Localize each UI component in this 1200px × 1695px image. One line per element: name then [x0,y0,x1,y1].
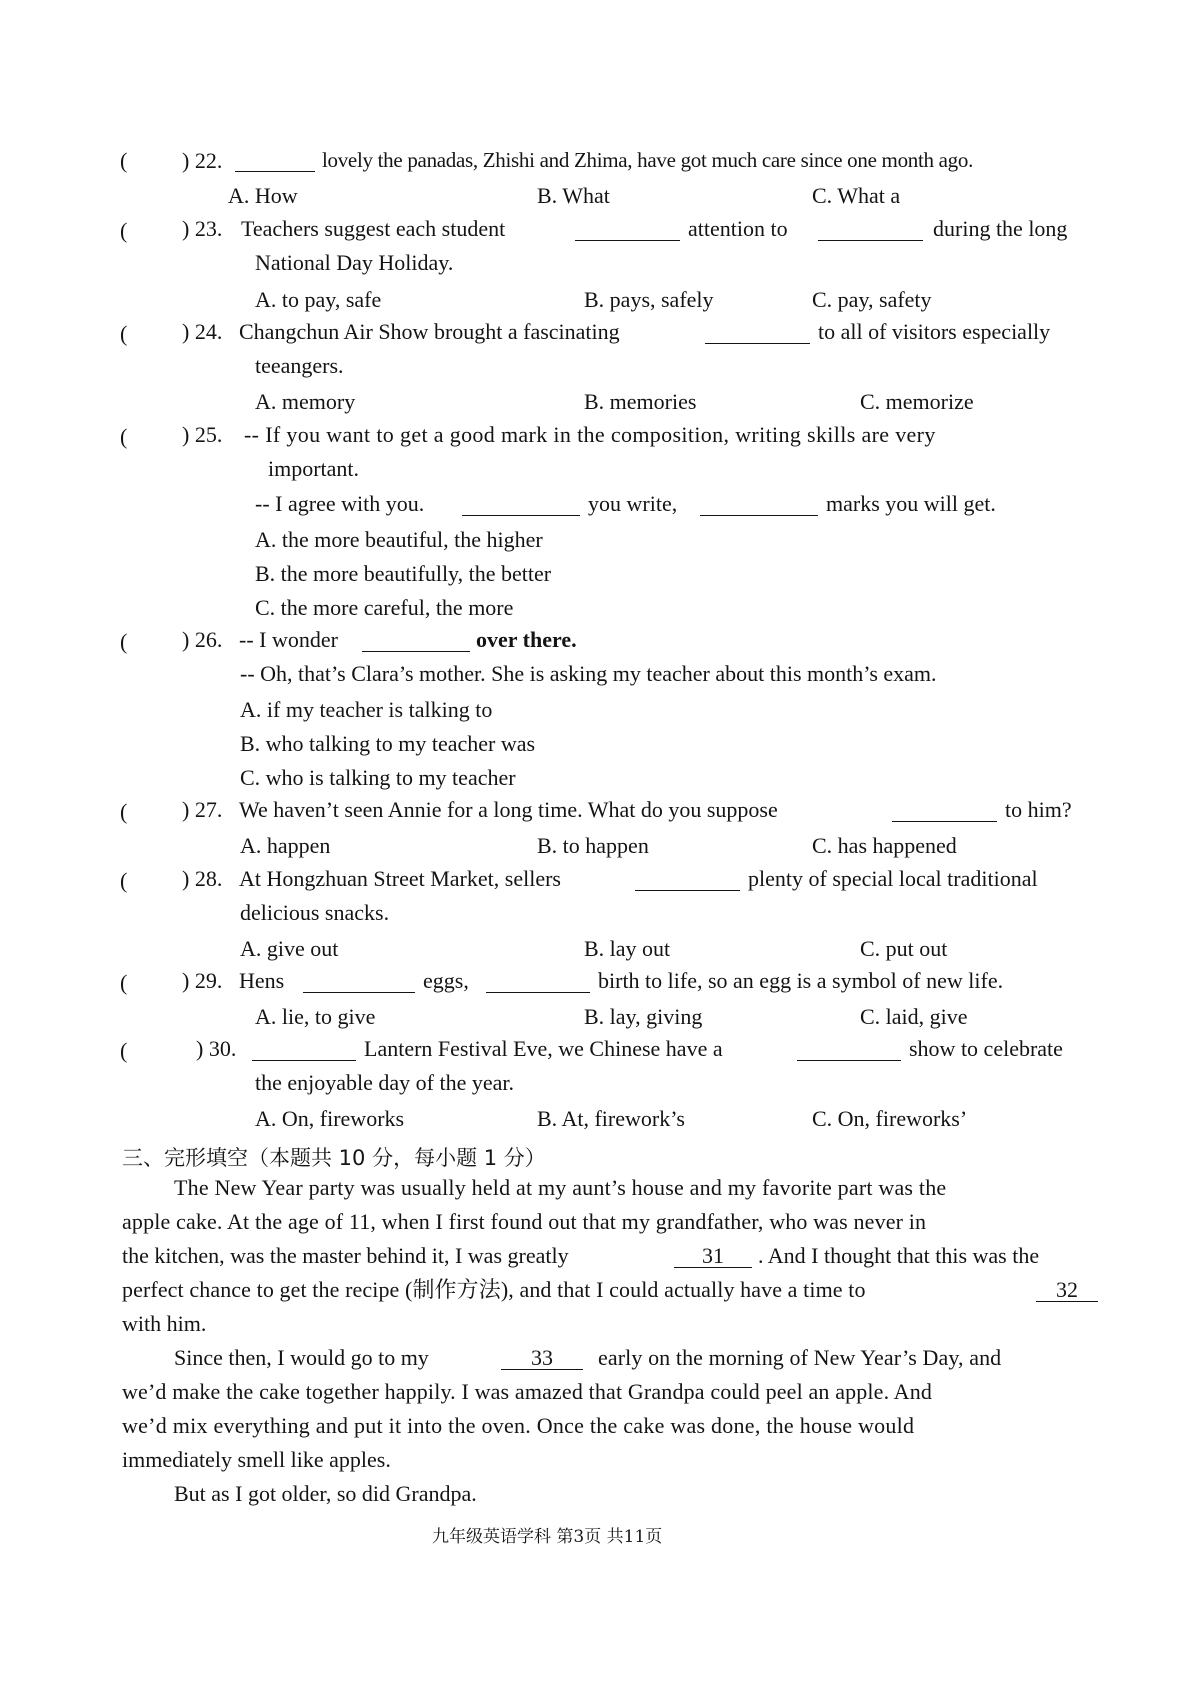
answer-paren-open: ( [120,970,128,995]
passage-line: early on the morning of New Year’s Day, and [598,1345,1002,1370]
option-a: A. if my teacher is talking to [240,697,493,722]
question-stem: to all of visitors especially [818,319,1051,344]
question-number: ) 30. [196,1036,237,1061]
question-stem: -- I wonder [239,627,338,652]
passage-line: . And I thought that this was the [758,1243,1040,1268]
question-stem: lovely the panadas, Zhishi and Zhima, have got much care since one month ago. [322,148,974,172]
option-b: B. pays, safely [584,287,714,312]
question-stem: birth to life, so an egg is a symbol of new life. [598,968,1004,993]
option-b: B. memories [584,389,697,414]
passage-line: The New Year party was usually held at my aunt’s house and my favorite part was the [174,1175,947,1200]
option-a: A. On, fireworks [255,1106,405,1131]
question-stem: -- If you want to get a good mark in the composition, writing skills are very [244,422,936,447]
option-c: C. On, fireworks’ [812,1106,968,1131]
answer-blank [303,991,415,993]
question-stem: Lantern Festival Eve, we Chinese have a [364,1036,723,1061]
option-b: B. the more beautifully, the better [255,561,552,586]
question-stem: during the long [933,216,1068,241]
question-stem: plenty of special local traditional [748,866,1038,891]
answer-paren-open: ( [120,629,128,654]
option-a: A. to pay, safe [255,287,382,312]
option-c: C. memorize [860,389,974,414]
question-number: ) 29. [182,968,223,993]
option-c: C. put out [860,936,948,961]
answer-blank [892,820,997,822]
dialogue-reply: marks you will get. [826,491,996,516]
answer-blank [486,991,590,993]
question-number: ) 27. [182,797,223,822]
option-b: B. to happen [537,833,649,858]
dialogue-reply: -- I agree with you. [255,491,425,516]
question-stem-continued: important. [268,456,360,481]
question-stem-continued: teeangers. [255,353,344,378]
question-number-text: 22. [194,148,223,173]
question-number: ) 25. [182,422,223,447]
answer-paren-open: ( [120,424,128,449]
option-a: A. How [228,183,298,208]
question-number: ) 24. [182,319,223,344]
option-c: C. has happened [812,833,957,858]
passage-line: apple cake. At the age of 11, when I first found out that my grandfather, who was never in [122,1209,927,1234]
answer-blank [235,170,315,172]
passage-line: But as I got older, so did Grandpa. [174,1481,477,1506]
cloze-blank-33: 33 [501,1347,583,1370]
option-b: B. who talking to my teacher was [240,731,536,756]
option-a: A. lie, to give [255,1004,376,1029]
answer-blank [575,239,680,241]
option-b: B. What [537,183,610,208]
question-stem-continued: National Day Holiday. [255,250,454,275]
cloze-blank-32: 32 [1036,1279,1098,1302]
section-title: 三、完形填空（本题共 10 分，每小题 1 分） [122,1146,546,1170]
option-b: B. lay, giving [584,1004,703,1029]
passage-line: with him. [122,1311,207,1336]
answer-paren-open: ( [120,321,128,346]
option-a: A. give out [240,936,339,961]
answer-blank [252,1059,356,1061]
passage-line: the kitchen, was the master behind it, I was greatly [122,1243,569,1268]
option-c: C. who is talking to my teacher [240,765,516,790]
question-number: ) 26. [182,627,223,652]
answer-blank [818,239,923,241]
passage-line: immediately smell like apples. [122,1447,391,1472]
question-stem: attention to [688,216,788,241]
option-a: A. happen [240,833,331,858]
passage-line: we’d make the cake together happily. I was amazed that Grandpa could peel an apple. And [122,1379,933,1404]
passage-line: we’d mix everything and put it into the oven. Once the cake was done, the house would [122,1413,915,1438]
page-footer: 九年级英语学科 第3页 共11页 [432,1527,663,1547]
answer-paren-open: ( [120,868,128,893]
question-stem: At Hongzhuan Street Market, sellers [239,866,561,891]
answer-paren-open: ( [120,218,128,243]
answer-paren-open: ( [120,799,128,824]
question-stem: eggs, [423,968,469,993]
answer-blank [462,514,580,516]
question-number: ) 23. [182,216,223,241]
option-a: A. memory [255,389,356,414]
question-stem: show to celebrate [909,1036,1063,1061]
passage-line: perfect chance to get the recipe (制作方法), and that I could actually have a time to [122,1277,866,1302]
option-a: A. the more beautiful, the higher [255,527,543,552]
answer-blank [635,889,740,891]
cloze-blank-31: 31 [674,1245,752,1268]
question-stem: Changchun Air Show brought a fascinating [239,319,620,344]
answer-paren-open: ( [120,148,128,173]
passage-line: Since then, I would go to my [174,1345,429,1370]
question-number: ) 22. [182,148,223,173]
question-stem-continued: delicious snacks. [240,900,390,925]
option-c: C. What a [812,183,901,208]
option-b: B. lay out [584,936,671,961]
option-c: C. laid, give [860,1004,968,1029]
option-c: C. pay, safety [812,287,932,312]
question-number: ) 28. [182,866,223,891]
question-stem-continued: the enjoyable day of the year. [255,1070,515,1095]
question-stem: We haven’t seen Annie for a long time. What do you suppose [239,797,778,822]
question-stem: Hens [239,968,285,993]
option-b: B. At, firework’s [537,1106,685,1131]
question-stem: Teachers suggest each student [241,216,506,241]
answer-blank [797,1059,901,1061]
answer-blank [700,514,818,516]
dialogue-reply: -- Oh, that’s Clara’s mother. She is asking my teacher about this month’s exam. [240,661,937,686]
answer-blank [362,650,470,652]
question-stem: over there. [476,627,577,652]
answer-paren-open: ( [120,1038,128,1063]
dialogue-reply: you write, [588,491,678,516]
answer-blank [705,342,810,344]
question-stem: to him? [1005,797,1072,822]
option-c: C. the more careful, the more [255,595,514,620]
